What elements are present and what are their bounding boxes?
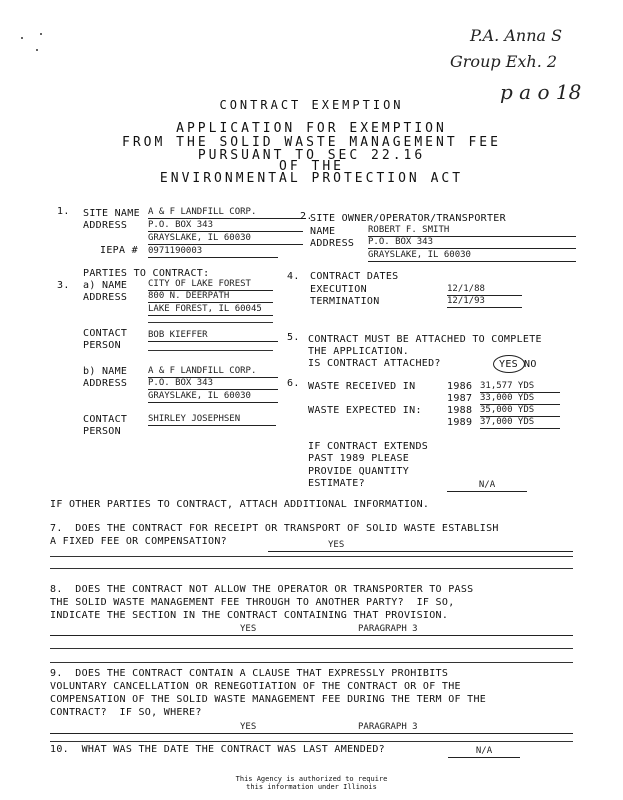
s5-line3: IS CONTRACT ATTACHED? — [308, 358, 441, 369]
waste-year-1986: 1986 — [447, 381, 473, 392]
termination-value: 12/1/93 — [447, 296, 522, 308]
blank-line — [50, 648, 573, 649]
party-a-contact-value: BOB KIEFFER — [148, 330, 278, 342]
s1-address-line2: GRAYSLAKE, IL 60030 — [148, 233, 303, 245]
party-a-address-label: ADDRESS — [83, 292, 128, 303]
party-a-contact-label: CONTACT — [83, 328, 128, 339]
other-parties-note: IF OTHER PARTIES TO CONTRACT, ATTACH ADDITIONAL INFORMATION. — [50, 499, 430, 510]
party-a-person-label: PERSON — [83, 340, 121, 351]
form-title: CONTRACT EXEMPTION — [219, 98, 404, 112]
footer-line2: this information under Illinois — [246, 783, 377, 791]
extends-line4: ESTIMATE? — [308, 478, 365, 489]
iepa-value: 0971190003 — [148, 246, 278, 258]
party-a-name-label: a) NAME — [83, 280, 128, 291]
s2-address-label: ADDRESS — [310, 238, 355, 249]
blank-line — [50, 662, 573, 663]
waste-expected-label: WASTE EXPECTED IN: — [308, 405, 422, 416]
party-b-contact-value: SHIRLEY JOSEPHSEN — [148, 414, 276, 426]
party-b-contact-label: CONTACT — [83, 414, 128, 425]
q10-answer: N/A — [448, 746, 520, 758]
form-subtitle-5: ENVIRONMENTAL PROTECTION ACT — [159, 171, 464, 186]
q8-line1: 8. DOES THE CONTRACT NOT ALLOW THE OPERATOR OR TRANSPORTER TO PASS — [50, 584, 474, 595]
party-b-address-line2: GRAYSLAKE, IL 60030 — [148, 391, 278, 403]
s5-line2: THE APPLICATION. — [308, 346, 410, 357]
execution-label: EXECUTION — [310, 284, 367, 295]
s2-title: SITE OWNER/OPERATOR/TRANSPORTER — [310, 213, 506, 224]
execution-value: 12/1/88 — [447, 284, 522, 296]
s3-number: 3. — [57, 280, 70, 291]
party-b-name-value: A & F LANDFILL CORP. — [148, 366, 278, 378]
s1-address-label: ADDRESS — [83, 220, 128, 231]
handwritten-note-1: P.A. Anna S — [470, 26, 563, 45]
blank-line — [50, 556, 573, 557]
extends-line2: PAST 1989 PLEASE — [308, 453, 410, 464]
waste-value-1989: 37,000 YDS — [480, 417, 560, 429]
parties-label: PARTIES TO CONTRACT: — [83, 268, 210, 279]
blank-line — [148, 322, 273, 323]
form-subtitle-2: FROM THE SOLID WASTE MANAGEMENT FEE — [122, 135, 501, 150]
s5-line1: CONTRACT MUST BE ATTACHED TO COMPLETE — [308, 334, 542, 345]
footer-line1: This Agency is authorized to require — [235, 775, 388, 783]
form-subtitle-1: APPLICATION FOR EXEMPTION — [176, 121, 447, 136]
site-name-label: SITE NAME — [83, 208, 140, 219]
scan-speck — [21, 37, 23, 39]
iepa-label: IEPA # — [100, 245, 138, 256]
waste-year-1989: 1989 — [447, 417, 473, 428]
s2-number: 2. — [300, 211, 313, 222]
blank-line — [50, 741, 573, 742]
form-subtitle-3: PURSUANT TO SEC 22.16 — [197, 148, 426, 163]
termination-label: TERMINATION — [310, 296, 380, 307]
handwritten-note-3: p a o 18 — [500, 80, 582, 104]
waste-value-1988: 35,000 YDS — [480, 405, 560, 417]
q9-line2: VOLUNTARY CANCELLATION OR RENEGOTIATION OF THE CONTRACT OR OF THE — [50, 681, 461, 692]
handwritten-note-2: Group Exh. 2 — [450, 52, 558, 71]
form-subtitle-4: OF THE — [279, 159, 344, 174]
q7-line1: 7. DOES THE CONTRACT FOR RECEIPT OR TRANSPORT OF SOLID WASTE ESTABLISH — [50, 523, 499, 534]
party-b-person-label: PERSON — [83, 426, 121, 437]
q9-section: PARAGRAPH 3 — [350, 722, 573, 734]
estimate-value: N/A — [447, 480, 527, 492]
extends-line1: IF CONTRACT EXTENDS — [308, 441, 429, 452]
blank-line — [50, 568, 573, 569]
blank-line — [148, 350, 273, 351]
q9-line3: COMPENSATION OF THE SOLID WASTE MANAGEMENT FEE DURING THE TERM OF THE — [50, 694, 487, 705]
attached-yes: YES — [499, 359, 518, 370]
q7-answer: YES — [268, 540, 573, 552]
s2-address-line2: GRAYSLAKE, IL 60030 — [368, 250, 576, 262]
q10-line: 10. WHAT WAS THE DATE THE CONTRACT WAS LAST AMENDED? — [50, 744, 385, 755]
contract-dates-label: CONTRACT DATES — [310, 271, 399, 282]
waste-value-1986: 31,577 YDS — [480, 381, 560, 393]
scan-speck — [36, 49, 38, 51]
q8-answer: YES — [50, 624, 350, 636]
q8-section: PARAGRAPH 3 — [350, 624, 573, 636]
q8-line2: THE SOLID WASTE MANAGEMENT FEE THROUGH TO ANOTHER PARTY? IF SO, — [50, 597, 455, 608]
q9-line1: 9. DOES THE CONTRACT CONTAIN A CLAUSE THAT EXPRESSLY PROHIBITS — [50, 668, 449, 679]
waste-received-label: WASTE RECEIVED IN — [308, 381, 416, 392]
waste-year-1987: 1987 — [447, 393, 473, 404]
waste-value-1987: 33,000 YDS — [480, 393, 560, 405]
q9-line4: CONTRACT? IF SO, WHERE? — [50, 707, 202, 718]
party-b-name-label: b) NAME — [83, 366, 128, 377]
s6-number: 6. — [287, 378, 300, 389]
s1-address-line1: P.O. BOX 343 — [148, 220, 303, 232]
s4-number: 4. — [287, 271, 300, 282]
party-b-address-line1: P.O. BOX 343 — [148, 378, 278, 390]
waste-year-1988: 1988 — [447, 405, 473, 416]
scan-speck — [40, 33, 42, 35]
q9-answer: YES — [50, 722, 350, 734]
q8-line3: INDICATE THE SECTION IN THE CONTRACT CONTAINING THAT PROVISION. — [50, 610, 449, 621]
s2-address-line1: P.O. BOX 343 — [368, 237, 576, 249]
q7-line2: A FIXED FEE OR COMPENSATION? — [50, 536, 227, 547]
party-a-address-line2: LAKE FOREST, IL 60045 — [148, 304, 273, 316]
party-b-address-label: ADDRESS — [83, 378, 128, 389]
attached-no: NO — [524, 359, 537, 370]
s5-number: 5. — [287, 332, 300, 343]
party-a-name-value: CITY OF LAKE FOREST — [148, 279, 273, 291]
s2-name-value: ROBERT F. SMITH — [368, 225, 576, 237]
s2-name-label: NAME — [310, 226, 336, 237]
site-name-value: A & F LANDFILL CORP. — [148, 207, 306, 219]
party-a-address-line1: 800 N. DEERPATH — [148, 291, 273, 303]
s1-number: 1. — [57, 206, 70, 217]
extends-line3: PROVIDE QUANTITY — [308, 466, 410, 477]
